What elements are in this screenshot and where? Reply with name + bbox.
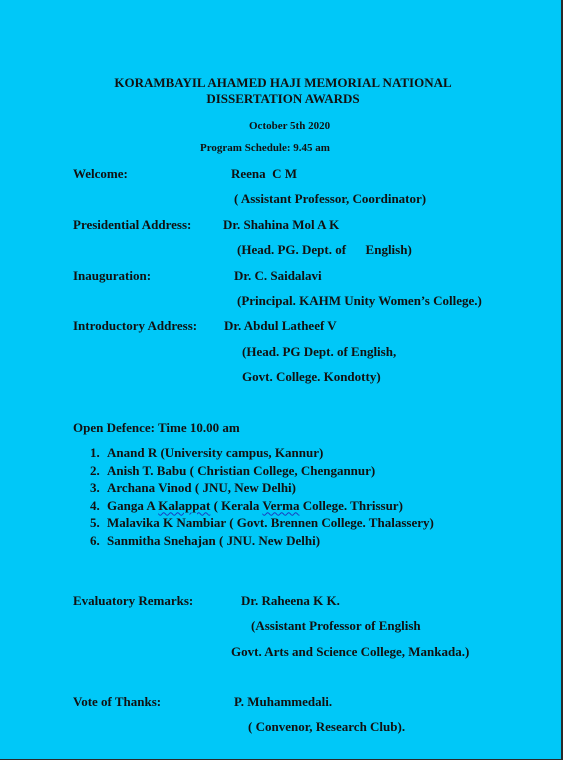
open-defence-list [90, 444, 434, 549]
introductory-address-designation-1: (Head. PG Dept. of English, [242, 344, 397, 359]
welcome-label: Welcome: [73, 166, 128, 181]
participant-affiliation: ( Govt. Brennen College. Thalassery) [225, 515, 434, 530]
vote-of-thanks-label: Vote of Thanks: [73, 694, 162, 709]
inauguration-speaker: Dr. C. Saidalavi [234, 268, 322, 283]
introductory-address-speaker: Dr. Abdul Latheef V [224, 318, 337, 333]
evaluatory-remarks-label: Evaluatory Remarks: [73, 593, 194, 608]
presidential-address-designation: (Head. PG. Dept. of English) [237, 242, 412, 257]
participant-name: Anish T. Babu [107, 462, 187, 478]
list-item: 3. Archana Vinod ( JNU, New Delhi) [90, 480, 296, 495]
evaluatory-remarks-designation-1: (Assistant Professor of English [251, 618, 421, 633]
participant-name: Anand R [107, 445, 158, 460]
welcome-designation: ( Assistant Professor, Coordinator) [234, 191, 427, 206]
participant-affiliation: (University campus, Kannur) [157, 445, 324, 460]
presidential-address-speaker: Dr. Shahina Mol A K [223, 217, 340, 232]
participant-affiliation-spellcheck: Verma [262, 497, 300, 513]
evaluatory-remarks-speaker: Dr. Raheena K K. [241, 593, 340, 608]
vote-of-thanks-speaker: P. Muhammedali. [234, 694, 333, 709]
welcome-speaker: Reena C M [231, 166, 298, 181]
program-schedule: Program Schedule: 9.45 am [200, 142, 330, 154]
evaluatory-remarks-designation-2: Govt. Arts and Science College, Mankada.) [231, 644, 470, 659]
participant-name: Archana Vinod [107, 480, 192, 495]
participant-affiliation: ( JNU. New Delhi) [215, 532, 321, 548]
inauguration-label: Inauguration: [73, 268, 152, 283]
inauguration-designation: (Principal. KAHM Unity Women’s College.) [237, 293, 482, 308]
document-title-line-1: KORAMBAYIL AHAMED HAJI MEMORIAL NATIONAL [114, 75, 452, 90]
participant-name: Ganga A [107, 497, 159, 513]
open-defence-heading: Open Defence: Time 10.00 am [73, 420, 240, 435]
participant-affiliation: ( Kerala [210, 497, 263, 513]
participant-name: Sanmitha Snehajan [107, 532, 216, 548]
presidential-address-label: Presidential Address: [73, 217, 192, 232]
participant-affiliation: ( Christian College, Chengannur) [186, 462, 376, 478]
introductory-address-designation-2: Govt. College. Kondotty) [242, 369, 381, 384]
participant-name-spellcheck: Kalappat [158, 497, 211, 513]
participant-name: Malavika K Nambiar [107, 515, 226, 530]
list-item: 2. Anish T. Babu ( Christian College, Chengannur) [90, 462, 376, 478]
list-item: 1. Anand R (University campus, Kannur) [90, 445, 324, 460]
list-item: 6. Sanmitha Snehajan ( JNU. New Delhi) [90, 532, 321, 548]
participant-affiliation-end: College. Thrissur) [299, 497, 403, 513]
vote-of-thanks-designation: ( Convenor, Research Club). [248, 719, 406, 734]
document-title-line-2: DISSERTATION AWARDS [206, 91, 360, 106]
list-item: 5. Malavika K Nambiar ( Govt. Brennen College. Thalassery) [90, 515, 434, 530]
event-date: October 5th 2020 [249, 120, 331, 132]
participant-affiliation: ( JNU, New Delhi) [191, 480, 296, 495]
list-item: 4. Ganga A Kalappat ( Kerala Verma College. Thrissur) [90, 497, 403, 513]
introductory-address-label: Introductory Address: [73, 318, 198, 333]
